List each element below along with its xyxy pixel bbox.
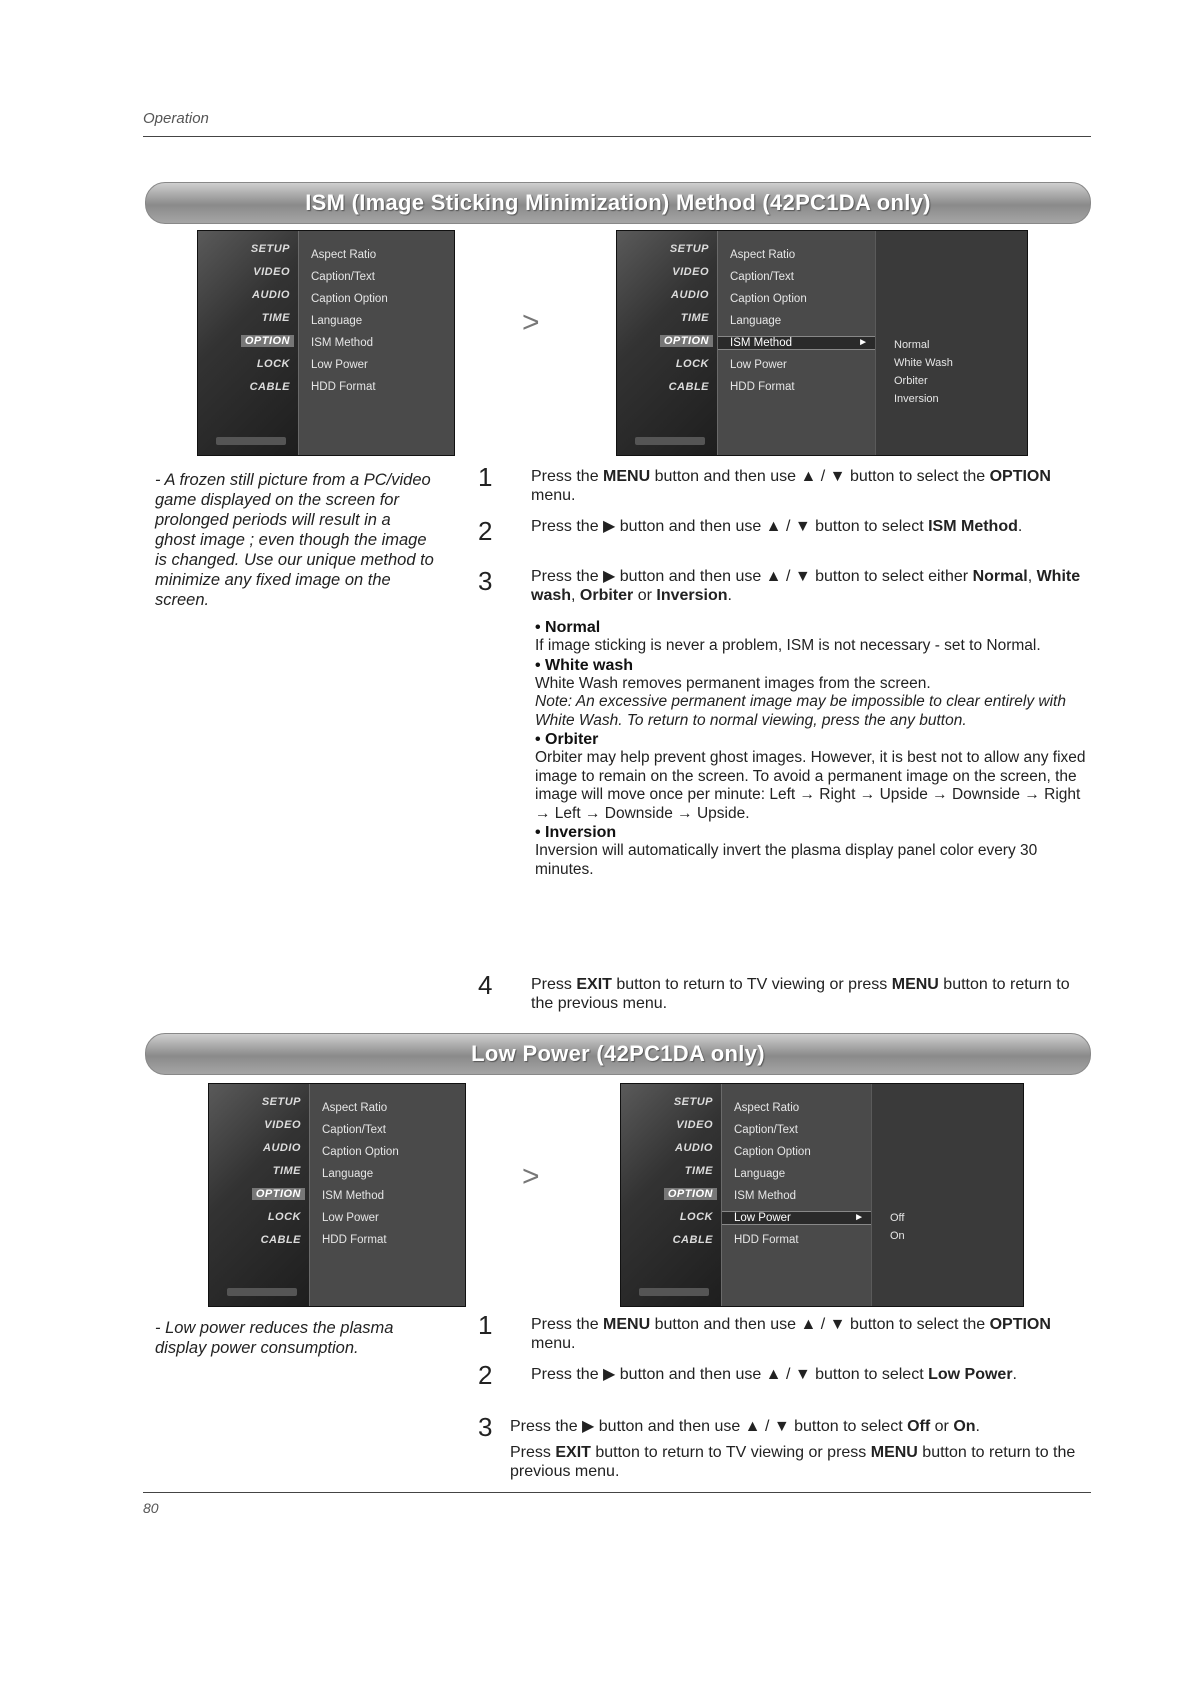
- lowpower-osd-menu-right: [620, 1083, 1024, 1307]
- ism-step-4: Press EXIT button to return to TV viewing or press MENU button to return to the previous menu.: [531, 976, 1070, 1012]
- submenu-arrow-icon: ►: [858, 337, 868, 348]
- step-number: 2: [478, 516, 493, 546]
- lowpower-step-2: Press the ▶ button and then use ▲ / ▼ button to select Low Power.: [531, 1366, 1017, 1383]
- osd-category-setup: SETUP: [669, 243, 709, 255]
- lowpower-step-3: Press the ▶ button and then use ▲ / ▼ button to select Off or On.: [510, 1418, 980, 1435]
- osd-category-cable: CABLE: [668, 381, 709, 393]
- chevron-right-icon: >: [522, 1160, 540, 1193]
- osd-item-ism-method: ISM Method: [734, 1190, 796, 1202]
- osd-item-caption-option: Caption Option: [734, 1146, 811, 1158]
- lowpower-step-1: Press the MENU button and then use ▲ / ▼ button to select the OPTION menu.: [531, 1316, 1051, 1352]
- osd-footer-bar: [227, 1288, 297, 1296]
- osd-category-option: OPTION: [664, 1188, 717, 1200]
- osd-option-white-wash: White Wash: [894, 357, 953, 369]
- ism-side-note: - A frozen still picture from a PC/video game displayed on the screen for prolonged periods will result in a ghost image ; even though the image is changed. Use our unique method to minimize any fixed image on the screen.: [155, 471, 434, 609]
- osd-category-time: TIME: [684, 1165, 713, 1177]
- osd-category-option: OPTION: [241, 335, 294, 347]
- osd-item-aspect-ratio: Aspect Ratio: [734, 1102, 800, 1114]
- osd-category-option: OPTION: [660, 335, 713, 347]
- step-number: 3: [478, 1412, 493, 1442]
- ism-osd-menu-right: [616, 230, 1028, 456]
- osd-option-off: Off: [890, 1212, 905, 1224]
- detail-title-normal: • Normal: [535, 619, 601, 636]
- osd-item-caption-text: Caption/Text: [322, 1124, 386, 1136]
- ism-step-1: Press the MENU button and then use ▲ / ▼ button to select the OPTION menu.: [531, 468, 1051, 504]
- osd-item-language: Language: [322, 1168, 374, 1180]
- osd-category-lock: LOCK: [675, 358, 709, 370]
- osd-option-on: On: [890, 1230, 905, 1242]
- osd-item-low-power: Low Power: [311, 359, 368, 371]
- osd-footer-bar: [635, 437, 705, 445]
- ism-osd-menu-left: [197, 230, 455, 456]
- osd-item-hdd-format: HDD Format: [730, 381, 795, 393]
- osd-option-menu: [298, 231, 454, 455]
- osd-category-time: TIME: [261, 312, 290, 324]
- osd-submenu-ism: [875, 231, 1027, 455]
- osd-item-language: Language: [311, 315, 363, 327]
- detail-title-inversion: • Inversion: [535, 824, 617, 841]
- osd-submenu-low-power: [871, 1084, 1023, 1306]
- footer-rule: [143, 1492, 1091, 1493]
- detail-note-white-wash: Note: An excessive permanent image may be impossible to clear entirely with White Wash. To return to normal viewing, press the any button.: [535, 693, 1066, 729]
- osd-item-caption-text: Caption/Text: [734, 1124, 798, 1136]
- step-number: 4: [478, 970, 493, 1000]
- osd-item-language: Language: [730, 315, 782, 327]
- osd-category-lock: LOCK: [679, 1211, 713, 1223]
- osd-category-video: VIDEO: [676, 1119, 713, 1131]
- osd-category-panel: [621, 1084, 721, 1306]
- lowpower-side-note: - Low power reduces the plasma display power consumption.: [155, 1319, 394, 1357]
- osd-category-panel: [198, 231, 298, 455]
- osd-item-low-power: Low Power: [734, 1212, 791, 1224]
- osd-item-aspect-ratio: Aspect Ratio: [730, 249, 796, 261]
- osd-item-caption-option: Caption Option: [730, 293, 807, 305]
- detail-title-orbiter: • Orbiter: [535, 731, 599, 748]
- osd-option-menu: [717, 231, 876, 455]
- osd-footer-bar: [639, 1288, 709, 1296]
- osd-item-ism-method: ISM Method: [311, 337, 373, 349]
- osd-category-cable: CABLE: [672, 1234, 713, 1246]
- osd-item-ism-method-selected: [718, 336, 876, 350]
- osd-category-cable: CABLE: [260, 1234, 301, 1246]
- osd-category-cable: CABLE: [249, 381, 290, 393]
- osd-item-aspect-ratio: Aspect Ratio: [311, 249, 377, 261]
- osd-category-lock: LOCK: [267, 1211, 301, 1223]
- osd-category-setup: SETUP: [250, 243, 290, 255]
- osd-item-low-power: Low Power: [322, 1212, 379, 1224]
- detail-text-inversion: Inversion will automatically invert the plasma display panel color every 30 minutes.: [535, 842, 1038, 878]
- osd-option-menu: [721, 1084, 872, 1306]
- osd-item-caption-option: Caption Option: [322, 1146, 399, 1158]
- osd-item-low-power-selected: [722, 1211, 872, 1225]
- step-number: 3: [478, 566, 493, 596]
- step-number: 1: [478, 462, 493, 492]
- ism-section-banner: ISM (Image Sticking Minimization) Method (42PC1DA only): [145, 182, 1091, 224]
- osd-category-video: VIDEO: [264, 1119, 301, 1131]
- ism-step-2: Press the ▶ button and then use ▲ / ▼ button to select ISM Method.: [531, 518, 1023, 535]
- osd-category-time: TIME: [272, 1165, 301, 1177]
- ism-step-3: Press the ▶ button and then use ▲ / ▼ button to select either Normal, White wash, Orbiter or Inversion.: [531, 568, 1081, 604]
- osd-item-hdd-format: HDD Format: [734, 1234, 799, 1246]
- osd-item-caption-text: Caption/Text: [730, 271, 794, 283]
- osd-category-setup: SETUP: [673, 1096, 713, 1108]
- osd-item-caption-option: Caption Option: [311, 293, 388, 305]
- osd-item-language: Language: [734, 1168, 786, 1180]
- osd-item-caption-text: Caption/Text: [311, 271, 375, 283]
- osd-category-option: OPTION: [252, 1188, 305, 1200]
- osd-option-menu: [309, 1084, 465, 1306]
- osd-category-audio: AUDIO: [675, 1142, 713, 1154]
- osd-item-hdd-format: HDD Format: [322, 1234, 387, 1246]
- submenu-arrow-icon: ►: [854, 1212, 864, 1223]
- osd-category-audio: AUDIO: [263, 1142, 301, 1154]
- osd-category-video: VIDEO: [672, 266, 709, 278]
- osd-item-ism-method: ISM Method: [730, 337, 792, 349]
- lowpower-final-instruction: Press EXIT button to return to TV viewing or press MENU button to return to the previous menu.: [510, 1444, 1076, 1480]
- detail-text-normal: If image sticking is never a problem, ISM is not necessary - set to Normal.: [535, 637, 1041, 654]
- osd-category-time: TIME: [680, 312, 709, 324]
- lowpower-osd-menu-left: [208, 1083, 466, 1307]
- osd-item-aspect-ratio: Aspect Ratio: [322, 1102, 388, 1114]
- step-number: 1: [478, 1310, 493, 1340]
- detail-text-white-wash: White Wash removes permanent images from the screen.: [535, 674, 931, 692]
- osd-category-setup: SETUP: [261, 1096, 301, 1108]
- osd-category-lock: LOCK: [256, 358, 290, 370]
- osd-option-normal: Normal: [894, 339, 930, 351]
- osd-option-orbiter: Orbiter: [894, 375, 928, 387]
- osd-category-audio: AUDIO: [252, 289, 290, 301]
- detail-title-white-wash: • White wash: [535, 656, 634, 674]
- osd-item-low-power: Low Power: [730, 359, 787, 371]
- page-number: 80: [143, 1500, 159, 1516]
- osd-category-audio: AUDIO: [671, 289, 709, 301]
- chevron-right-icon: >: [522, 306, 540, 339]
- osd-footer-bar: [216, 437, 286, 445]
- osd-option-inversion: Inversion: [894, 393, 939, 405]
- step-number: 2: [478, 1360, 493, 1390]
- section-label: Operation: [143, 110, 209, 127]
- ism-option-details: [535, 618, 1087, 879]
- low-power-section-banner: Low Power (42PC1DA only): [145, 1033, 1091, 1075]
- osd-category-video: VIDEO: [253, 266, 290, 278]
- osd-category-panel: [209, 1084, 309, 1306]
- osd-item-hdd-format: HDD Format: [311, 381, 376, 393]
- osd-category-panel: [617, 231, 717, 455]
- osd-item-ism-method: ISM Method: [322, 1190, 384, 1202]
- header-rule: [143, 136, 1091, 137]
- detail-text-orbiter: Orbiter may help prevent ghost images. However, it is best not to allow any fixed image to remain on the screen. To avoid a permanent image on the screen, the image will move once per minute: Left → Right → Upside → Downside → Right → Left → Downside → Upside.: [535, 749, 1086, 822]
